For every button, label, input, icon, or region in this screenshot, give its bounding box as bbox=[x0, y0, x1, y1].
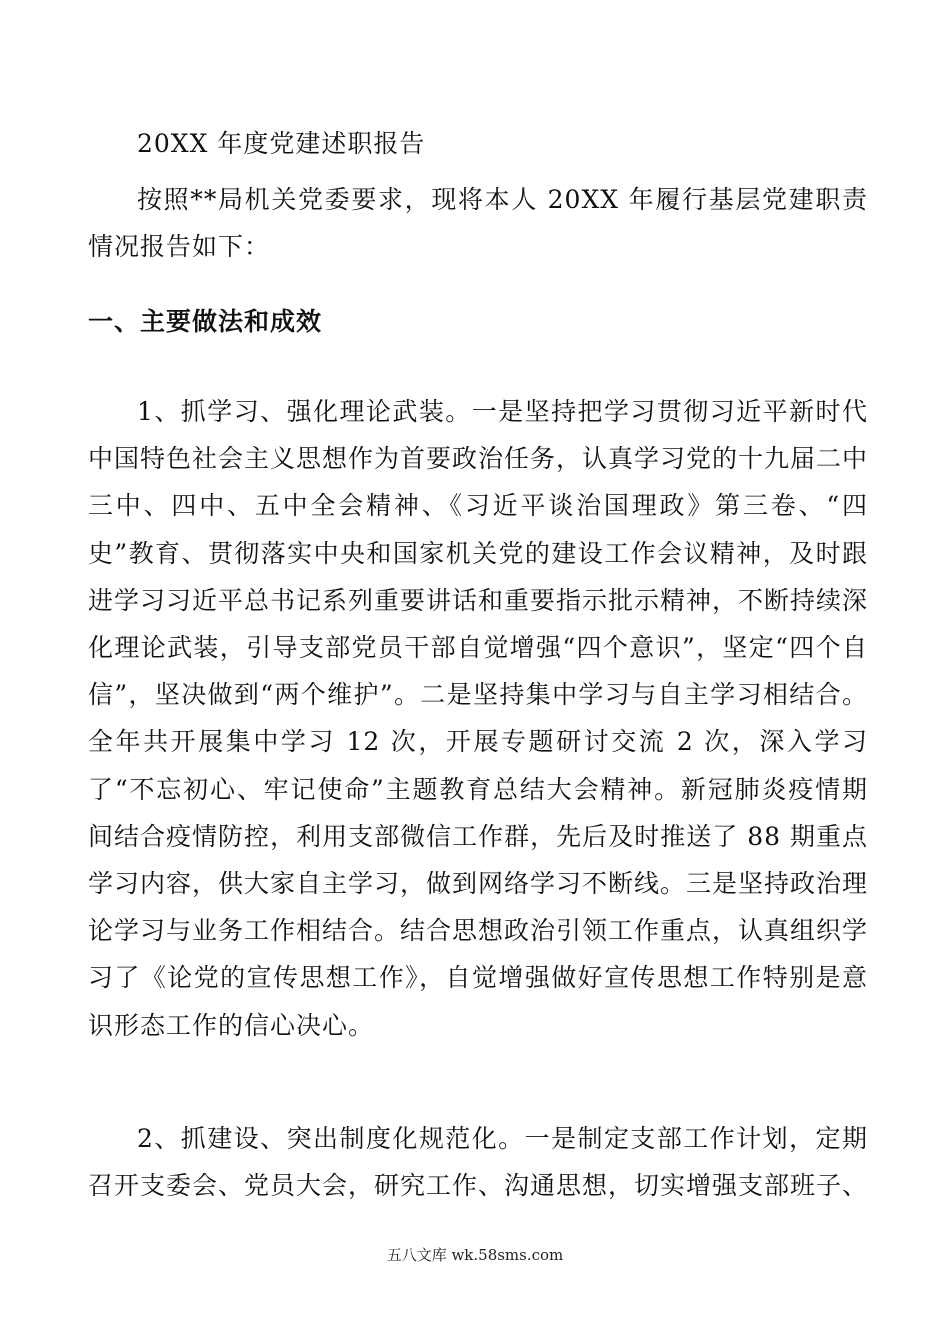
intro-paragraph: 按照**局机关党委要求，现将本人 20XX 年履行基层党建职责情况报告如下： bbox=[88, 185, 868, 261]
footer-watermark-text: 五八文库 wk.58sms.com bbox=[386, 1246, 564, 1264]
document-title: 20XX 年度党建述职报告 bbox=[137, 129, 426, 158]
body-paragraph-2: 2、抓建设、突出制度化规范化。一是制定支部工作计划，定期召开支委会、党员大会，研究工作、沟通思想，切实增强支部班子、 bbox=[88, 1124, 869, 1201]
body-paragraph-1: 1、抓学习、强化理论武装。一是坚持把学习贯彻习近平新时代中国特色社会主义思想作为首要政治任务，认真学习党的十九届二中三中、四中、五中全会精神、《习近平谈治国理政》第三卷、“四史”教育、贯彻落实中央和国家机关党的建设工作会议精神，及时跟进学习习近平总书记系列重要讲话和重要指示批示精神，不断持续深化理论武装，引导支部党员干部自觉增强“四个意识”，坚定“四个自信”，坚决做到“两个维护”。二是坚持集中学习与自主学习相结合。全年共开展集中学习 12 次，开展专题研讨交流 2 次，深入学习了“不忘初心、牢记使命”主题教育总结大会精神。新冠肺炎疫情期间结合疫情防控，利用支部微信工作群，先后及时推送了 88 期重点学习内容，供大家自主学习，做到网络学习不断线。三是坚持政治理论学习与业务工作相结合。结合思想政治引领工作重点，认真组织学习了《论党的宣传思想工作》，自觉增强做好宣传思想工作特别是意识形态工作的信心决心。 bbox=[88, 397, 869, 1040]
section-heading: 一、主要做法和成效 bbox=[88, 307, 323, 336]
